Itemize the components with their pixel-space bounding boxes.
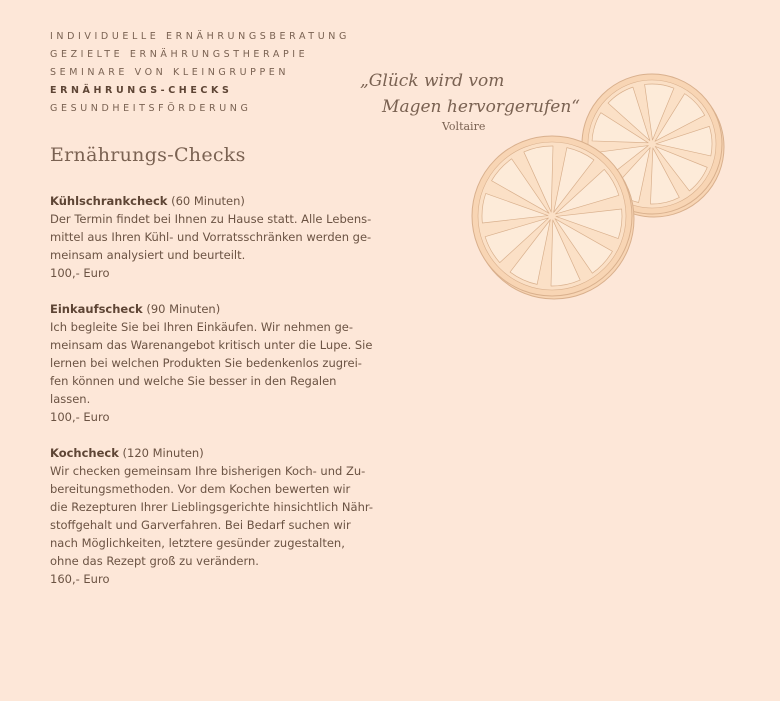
check-heading — [50, 300, 380, 318]
check-item-kuehlschrankcheck — [50, 192, 380, 282]
nav-item-ernaehrungs-checks[interactable]: ERNÄHRUNGS-CHECKS — [50, 85, 233, 96]
quote-line-2: Magen hervorgerufen“ — [382, 97, 580, 117]
nav-item-individuelle-ernaehrungsberatung[interactable]: INDIVIDUELLE ERNÄHRUNGSBERATUNG — [50, 31, 350, 42]
check-price: 100,- Euro — [50, 266, 110, 280]
check-price: 100,- Euro — [50, 410, 110, 424]
check-description-line: ohne das Rezept groß zu verändern. — [50, 554, 259, 568]
check-description-line: Wir checken gemeinsam Ihre bisherigen Koch- und Zu- — [50, 464, 366, 478]
page-title: Ernährungs-Checks — [50, 144, 246, 166]
quote-line-1: „Glück wird vom — [360, 71, 505, 91]
check-heading — [50, 192, 380, 210]
check-name: Kühlschrankcheck — [50, 194, 168, 208]
check-description-line: lernen bei welchen Produkten Sie bedenkenlos zugrei- — [50, 356, 362, 370]
check-description-line: fen können und welche Sie besser in den Regalen lassen. — [50, 374, 337, 406]
nav-item-gesundheitsfoerderung[interactable]: GESUNDHEITSFÖRDERUNG — [50, 103, 252, 114]
check-heading — [50, 444, 380, 462]
check-price: 160,- Euro — [50, 572, 110, 586]
check-description-line: bereitungsmethoden. Vor dem Kochen bewerten wir — [50, 482, 351, 496]
check-description-line: Ich begleite Sie bei Ihren Einkäufen. Wir nehmen ge- — [50, 320, 354, 334]
check-name: Kochcheck — [50, 446, 119, 460]
check-item-kochcheck — [50, 444, 380, 588]
check-description-line: mittel aus Ihren Kühl- und Vorratsschränken werden ge- — [50, 230, 372, 244]
nav-item-gezielte-ernaehrungstherapie[interactable]: GEZIELTE ERNÄHRUNGSTHERAPIE — [50, 49, 309, 60]
check-duration: (120 Minuten) — [122, 446, 204, 460]
check-description-line: stoffgehalt und Garverfahren. Bei Bedarf suchen wir — [50, 518, 351, 532]
quote-author: Voltaire — [442, 120, 486, 133]
check-description-line: meinsam analysiert und beurteilt. — [50, 248, 246, 262]
check-duration: (60 Minuten) — [171, 194, 245, 208]
nav-item-seminare-von-kleingruppen[interactable]: SEMINARE VON KLEINGRUPPEN — [50, 67, 290, 78]
main-navigation — [50, 28, 350, 118]
check-name: Einkaufscheck — [50, 302, 143, 316]
orange-slice-front — [472, 136, 634, 299]
checks-list — [50, 192, 380, 606]
check-description-line: Der Termin findet bei Ihnen zu Hause statt. Alle Lebens- — [50, 212, 372, 226]
check-item-einkaufscheck — [50, 300, 380, 426]
check-duration: (90 Minuten) — [146, 302, 221, 316]
check-description-line: meinsam das Warenangebot kritisch unter die Lupe. Sie — [50, 338, 373, 352]
quote-block — [360, 68, 590, 133]
check-description-line: nach Möglichkeiten, letztere gesünder zugestalten, — [50, 536, 345, 550]
check-description-line: die Rezepturen Ihrer Lieblingsgerichte hinsichtlich Nähr- — [50, 500, 374, 514]
